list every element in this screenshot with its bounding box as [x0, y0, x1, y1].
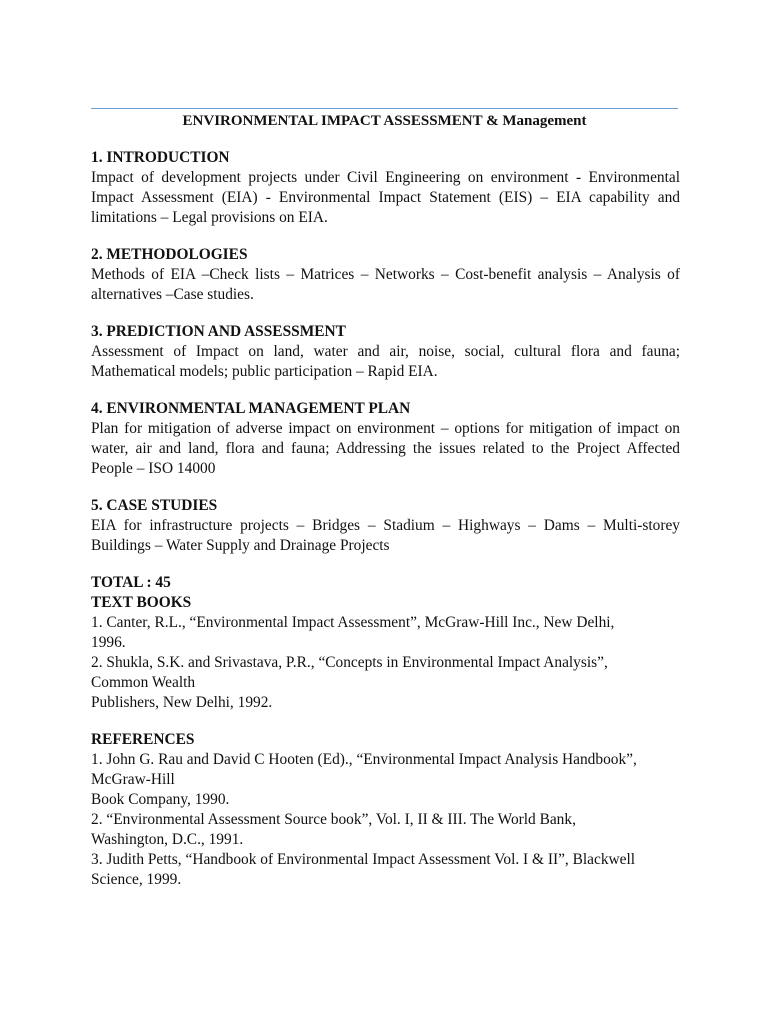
- text-book-line: 1996.: [91, 634, 126, 651]
- reference-line: Science, 1999.: [91, 871, 182, 888]
- section-heading: 3. PREDICTION AND ASSESSMENT: [91, 323, 346, 340]
- reference-line: Washington, D.C., 1991.: [91, 831, 244, 848]
- document-title: ENVIRONMENTAL IMPACT ASSESSMENT & Management: [182, 113, 587, 129]
- references-block: [91, 730, 680, 890]
- section-body: Plan for mitigation of adverse impact on environment – options for mitigation of impact on water, air and land, flora and fauna; Addressing the issues related to the Project Affected People – ISO 14000: [91, 420, 680, 477]
- reference-line: McGraw-Hill: [91, 771, 175, 788]
- section-heading: 1. INTRODUCTION: [91, 149, 230, 166]
- reference-line: Book Company, 1990.: [91, 791, 230, 808]
- text-book-line: 2. Shukla, S.K. and Srivastava, P.R., “Concepts in Environmental Impact Analysis”,: [91, 654, 608, 671]
- reference-line: 1. John G. Rau and David C Hooten (Ed)., “Environmental Impact Analysis Handbook”,: [91, 751, 637, 768]
- section-heading: 5. CASE STUDIES: [91, 497, 218, 514]
- section-body: Impact of development projects under Civil Engineering on environment - Environmental Impact Assessment (EIA) - Environmental Impact Statement (EIS) – EIA capability and limitations – Legal provisions on EIA.: [91, 169, 680, 226]
- document-content: [91, 148, 680, 890]
- section-prediction-assessment: [91, 322, 680, 382]
- text-book-line: 1. Canter, R.L., “Environmental Impact Assessment”, McGraw-Hill Inc., New Delhi,: [91, 614, 615, 631]
- section-body: Assessment of Impact on land, water and air, noise, social, cultural flora and fauna; Mathematical models; public participation – Rapid EIA.: [91, 343, 680, 380]
- text-books-heading: TEXT BOOKS: [91, 594, 192, 611]
- section-heading: 2. METHODOLOGIES: [91, 246, 248, 263]
- section-heading: 4. ENVIRONMENTAL MANAGEMENT PLAN: [91, 400, 411, 417]
- reference-line: 2. “Environmental Assessment Source book”, Vol. I, II & III. The World Bank,: [91, 811, 576, 828]
- section-case-studies: [91, 496, 680, 556]
- text-book-line: Publishers, New Delhi, 1992.: [91, 694, 273, 711]
- text-books-block: [91, 573, 680, 713]
- header-rule: [91, 108, 678, 109]
- section-body: Methods of EIA –Check lists – Matrices – Networks – Cost-benefit analysis – Analysis of alternatives –Case studies.: [91, 266, 680, 303]
- section-introduction: [91, 148, 680, 228]
- total-hours: TOTAL : 45: [91, 574, 171, 591]
- section-body: EIA for infrastructure projects – Bridges – Stadium – Highways – Dams – Multi-storey Buildings – Water Supply and Drainage Projects: [91, 517, 680, 554]
- reference-line: 3. Judith Petts, “Handbook of Environmental Impact Assessment Vol. I & II”, Blackwell: [91, 851, 636, 868]
- references-heading: REFERENCES: [91, 731, 195, 748]
- section-management-plan: [91, 399, 680, 479]
- text-book-line: Common Wealth: [91, 674, 196, 691]
- section-methodologies: [91, 245, 680, 305]
